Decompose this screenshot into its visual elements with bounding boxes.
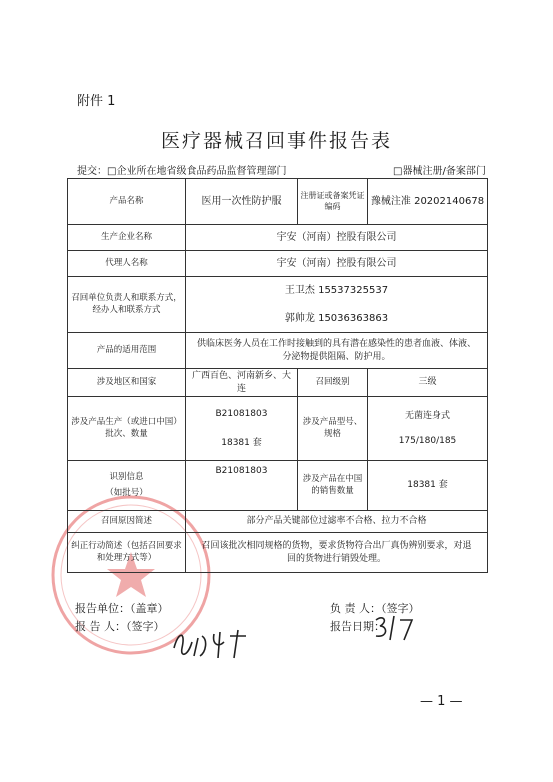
id-info-title: 识别信息 xyxy=(109,472,144,483)
scope-line: 分泌物提供阻隔、防护用。 xyxy=(282,351,391,362)
submit-prefix: 提交： xyxy=(77,166,107,177)
reg-cert-label: 注册证或备案凭证编码 xyxy=(298,179,368,225)
contact-cell xyxy=(186,277,488,333)
recall-report-table xyxy=(67,178,488,573)
scope-label: 产品的适用范围 xyxy=(68,333,186,369)
recall-level-value: 三级 xyxy=(368,369,488,397)
action-line: 召回该批次相同规格的货物，要求货物符合出厂真伪辨别要求，对退 xyxy=(201,541,472,552)
reg-cert-value: 豫械注准 20202140678 xyxy=(368,179,488,225)
region-value: 广西百色、河南新乡、大连 xyxy=(186,369,298,397)
product-name-value: 医用一次性防护服 xyxy=(186,179,298,225)
manufacturer-value: 宇安（河南）控股有限公司 xyxy=(186,225,488,251)
batch-quantity: 18381 套 xyxy=(221,437,262,448)
action-cell xyxy=(186,533,488,573)
handwritten-signature xyxy=(168,618,258,664)
batch-number: B21081803 xyxy=(215,409,268,420)
manufacturer-label: 生产企业名称 xyxy=(68,225,186,251)
agent-label: 代理人名称 xyxy=(68,251,186,277)
handwritten-date xyxy=(372,612,418,644)
model-label: 涉及产品型号、规格 xyxy=(298,397,368,461)
reporter-field: 报 告 人：（签字） xyxy=(75,620,165,633)
batch-cell xyxy=(186,397,298,461)
submit-option-provincial[interactable]: □企业所在地省级食品药品监督管理部门 xyxy=(107,166,287,177)
id-info-hint: （如批号） xyxy=(105,487,148,498)
action-line: 回的货物进行销毁处理。 xyxy=(286,553,386,564)
report-date-field: 报告日期： xyxy=(330,620,385,633)
submit-option-registration[interactable]: □器械注册/备案部门 xyxy=(393,166,486,177)
product-name-label: 产品名称 xyxy=(68,179,186,225)
recall-level-label: 召回级别 xyxy=(298,369,368,397)
model-type: 无菌连身式 xyxy=(404,411,450,422)
scope-cell xyxy=(186,333,488,369)
id-info-label xyxy=(68,461,186,511)
attachment-label: 附件 1 xyxy=(77,94,116,109)
model-spec: 175/180/185 xyxy=(398,435,457,446)
page-number: — 1 — xyxy=(420,694,463,709)
contact-secondary: 郭帅龙 15036363863 xyxy=(284,312,389,324)
agent-value: 宇安（河南）控股有限公司 xyxy=(186,251,488,277)
submit-to-line xyxy=(77,162,286,177)
page-title: 医疗器械召回事件报告表 xyxy=(160,130,392,152)
contact-primary: 王卫杰 15537325537 xyxy=(284,285,389,296)
scope-line: 供临床医务人员在工作时接触到的具有潜在感染性的患者血液、体液、 xyxy=(196,339,476,350)
model-cell xyxy=(368,397,488,461)
action-label: 纠正行动简述（包括召回要求和处理方式等） xyxy=(68,533,186,573)
person-in-charge-field: 负 责 人：（签字） xyxy=(330,602,420,615)
region-label: 涉及地区和国家 xyxy=(68,369,186,397)
sales-label: 涉及产品在中国的销售数量 xyxy=(298,461,368,511)
batch-label: 涉及产品生产（或进口中国）批次、数量 xyxy=(68,397,186,461)
reason-value: 部分产品关键部位过滤率不合格、拉力不合格 xyxy=(186,511,488,533)
reason-label: 召回原因简述 xyxy=(68,511,186,533)
report-unit-field: 报告单位：（盖章） xyxy=(75,602,169,615)
contact-label: 召回单位负责人和联系方式，经办人和联系方式 xyxy=(68,277,186,333)
sales-value: 18381 套 xyxy=(368,461,488,511)
id-info-value: B21081803 xyxy=(186,461,298,511)
